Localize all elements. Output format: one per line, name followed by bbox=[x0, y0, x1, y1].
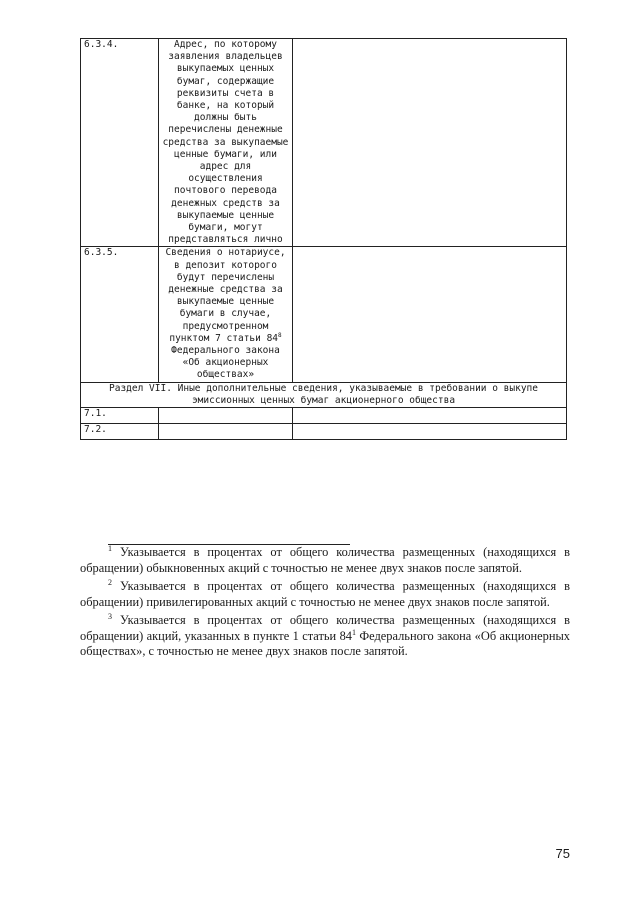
superscript-marker: 1 bbox=[351, 627, 356, 637]
footnote-text: Указывается в процентах от общего количества размещенных (находящихся в обращении) обыкновенных акций с точностью не менее двух знаков после запятой. bbox=[80, 545, 570, 575]
row-label bbox=[159, 247, 293, 382]
row-label: Адрес, по которому заявления владельцев выкупаемых ценных бумаг, содержащие реквизиты счета в банке, на который должны быть перечислены денежные средства за выкупаемые ценные бумаги, или адрес для осуществления почтового перевода денежных средств за выкупаемые ценные бумаги, могут представляться лично bbox=[159, 39, 293, 247]
row-value-cell bbox=[293, 247, 567, 382]
row-value-cell bbox=[293, 408, 567, 424]
table-row bbox=[81, 247, 567, 382]
table-row bbox=[81, 408, 567, 424]
footnote-marker: 3 bbox=[108, 611, 112, 621]
section-header-row bbox=[81, 382, 567, 407]
row-label bbox=[159, 424, 293, 440]
footnote bbox=[80, 545, 570, 576]
table-row bbox=[81, 424, 567, 440]
footnote-text: Указывается в процентах от общего количества размещенных (находящихся в обращении) акций, указанных в пункте 1 статьи 84 bbox=[80, 613, 570, 643]
footnote bbox=[80, 613, 570, 660]
row-number: 7.1. bbox=[81, 408, 159, 424]
section-header: Раздел VII. Иные дополнительные сведения, указываемые в требовании о выкупе эмиссионных ценных бумаг акционерного общества bbox=[81, 382, 567, 407]
footnote-text: Федерального закона «Об акционерных обществах», с точностью не менее двух знаков после запятой. bbox=[80, 628, 570, 658]
page-number: 75 bbox=[555, 846, 570, 861]
requirement-form-table bbox=[80, 38, 567, 440]
footnote bbox=[80, 579, 570, 610]
row-number: 6.3.4. bbox=[81, 39, 159, 247]
superscript-marker: 8 bbox=[278, 331, 282, 339]
row-label-text: Сведения о нотариусе, в депозит которого будут перечислены денежные средства за выкупаемые ценные бумаги в случае, предусмотренном пунктом 7 статьи 84 bbox=[165, 247, 286, 344]
table-row bbox=[81, 39, 567, 247]
row-value-cell bbox=[293, 39, 567, 247]
row-number: 6.3.5. bbox=[81, 247, 159, 382]
row-label-text: Федерального закона «Об акционерных обществах» bbox=[171, 345, 280, 381]
footnote-text: Указывается в процентах от общего количества размещенных (находящихся в обращении) привилегированных акций с точностью не менее двух знаков после запятой. bbox=[80, 579, 570, 609]
row-number: 7.2. bbox=[81, 424, 159, 440]
footnote-marker: 2 bbox=[108, 577, 112, 587]
row-label bbox=[159, 408, 293, 424]
footnote-marker: 1 bbox=[108, 543, 112, 553]
footnotes-block bbox=[80, 545, 570, 663]
row-value-cell bbox=[293, 424, 567, 440]
